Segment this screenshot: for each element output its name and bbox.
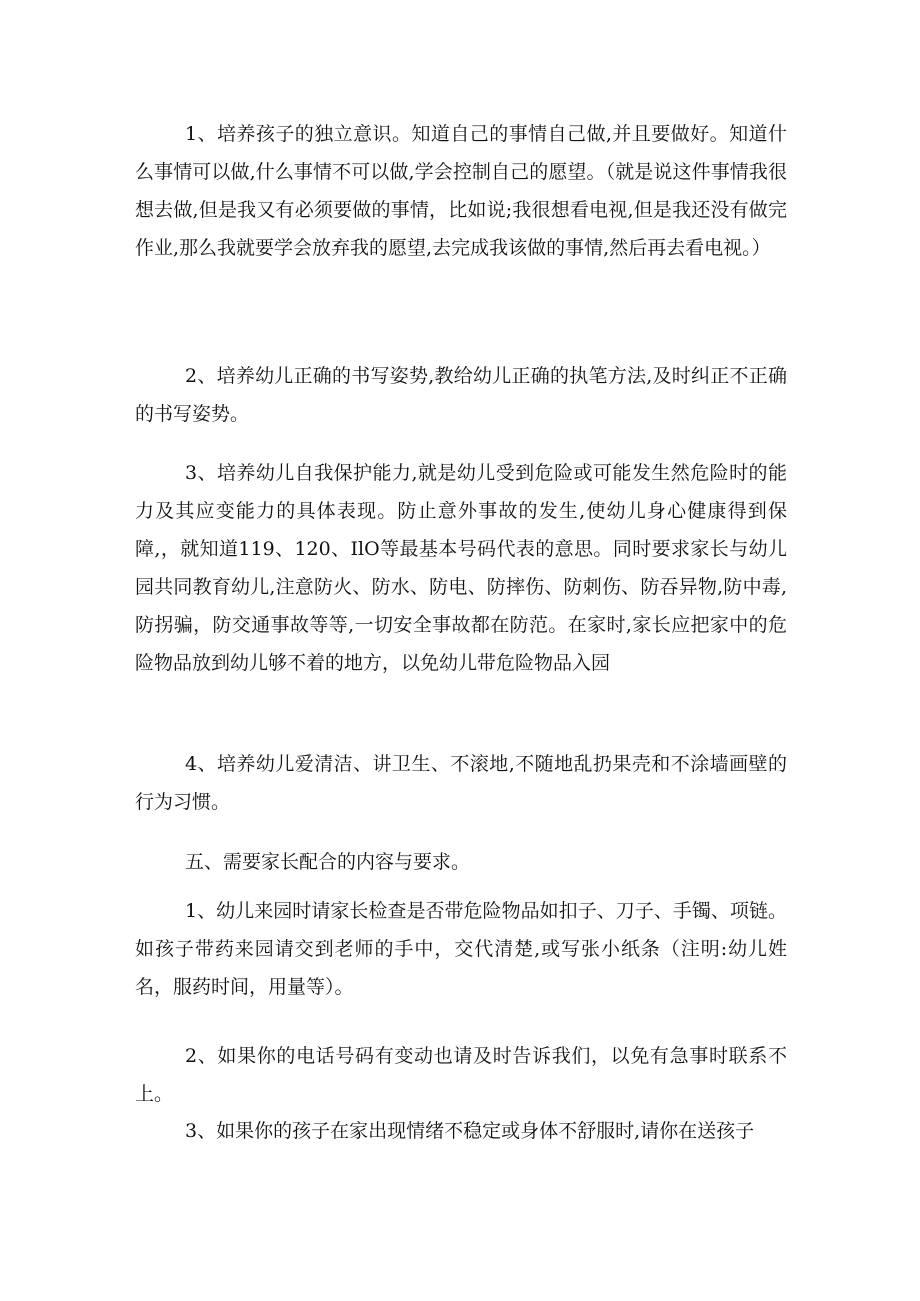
paragraph-dangerous-items: 1、幼儿来园时请家长检查是否带危险物品如扣子、刀子、手镯、项链。如孩子带药来园请交到老师的手中，交代清楚,或写张小纸条（注明:幼儿姓名，服药时间，用量等）。	[135, 900, 787, 998]
paragraph-independence: 1、培养孩子的独立意识。知道自己的事情自己做,并且要做好。知道什么事情可以做,什么事情不可以做,学会控制自己的愿望。（就是说这件事情我很想去做,但是我又有必须要做的事情，比如说;我很想看电视,但是我还没有做完作业,那么我就要学会放弃我的愿望,去完成我该做的事情,然后再去看电视。）	[135, 123, 787, 259]
section-heading-parent-cooperation: 五、需要家长配合的内容与要求。	[185, 851, 471, 873]
paragraph-phone-number: 2、如果你的电话号码有变动也请及时告诉我们，以免有急事时联系不上。	[135, 1045, 787, 1105]
paragraph-writing-posture: 2、培养幼儿正确的书写姿势,教给幼儿正确的执笔方法,及时纠正不正确的书写姿势。	[135, 365, 787, 425]
paragraph-health-notice: 3、如果你的孩子在家出现情绪不稳定或身体不舒服时,请你在送孩子	[185, 1120, 755, 1142]
paragraph-self-protection: 3、培养幼儿自我保护能力,就是幼儿受到危险或可能发生然危险时的能力及其应变能力的具体表现。防止意外事故的发生,使幼儿身心健康得到保障,，就知道119、120、IlO等最基本号码代表的意思。同时要求家长与幼儿园共同教育幼儿,注意防火、防水、防电、防摔伤、防刺伤、防吞异物,防中毒,防拐骗，防交通事故等等,一切安全事故都在防范。在家时,家长应把家中的危险物品放到幼儿够不着的地方，以免幼儿带危险物品入园	[135, 462, 787, 674]
paragraph-hygiene: 4、培养幼儿爱清洁、讲卫生、不滚地,不随地乱扔果壳和不涂墙画壁的行为习惯。	[135, 753, 787, 813]
